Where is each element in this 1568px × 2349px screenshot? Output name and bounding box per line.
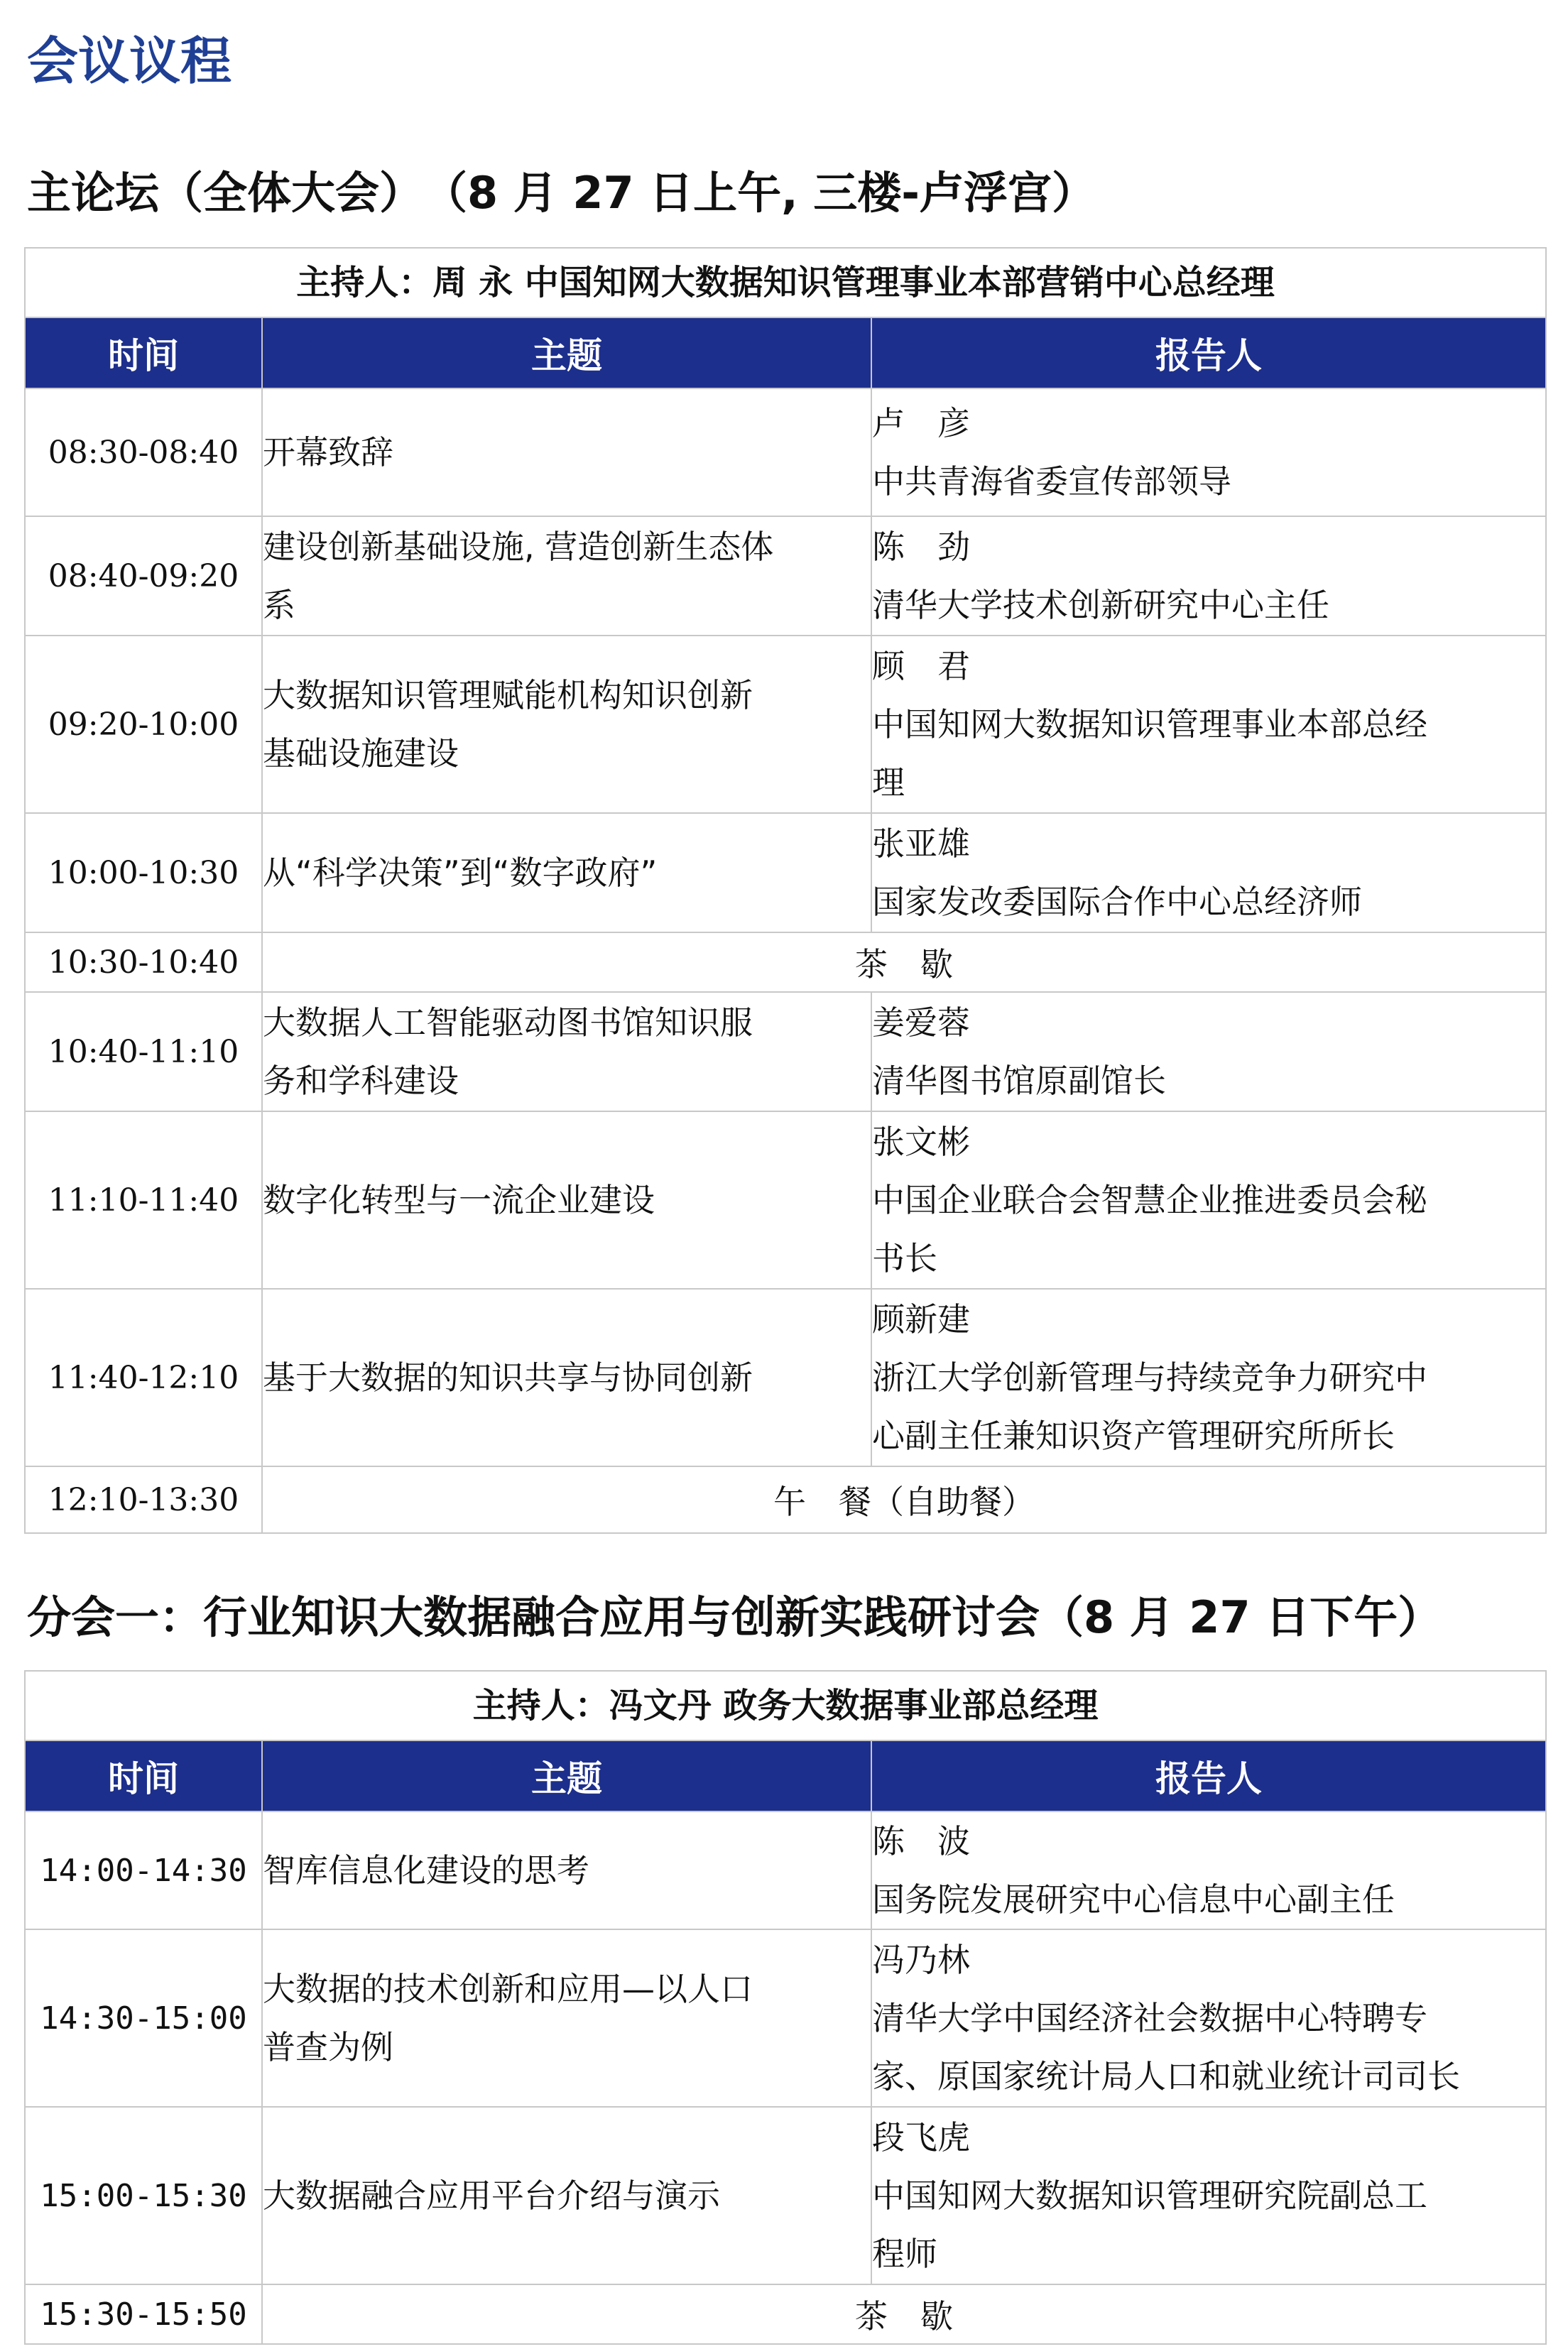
table-row [25, 813, 1546, 932]
time-cell: 12:10-13:30 [25, 1466, 262, 1533]
speaker-cell: 张亚雄 国家发改委国际合作中心总经济师 [871, 813, 1546, 932]
header-time: 时间 [25, 1740, 262, 1811]
time-cell: 11:40-12:10 [25, 1289, 262, 1466]
speaker-cell: 姜爱蓉 清华图书馆原副馆长 [871, 992, 1546, 1111]
speaker-cell: 顾新建 浙江大学创新管理与持续竞争力研究中 心副主任兼知识资产管理研究所所长 [871, 1289, 1546, 1466]
table-row [25, 1111, 1546, 1289]
break-cell: 午 餐（自助餐） [262, 1466, 1546, 1533]
time-cell: 15:30-15:50 [25, 2284, 262, 2344]
time-cell: 14:30-15:00 [25, 1929, 262, 2107]
topic-cell: 大数据人工智能驱动图书馆知识服 务和学科建设 [262, 992, 871, 1111]
topic-cell: 建设创新基础设施, 营造创新生态体 系 [262, 516, 871, 636]
table-row [25, 2107, 1546, 2284]
break-row [25, 2284, 1546, 2344]
host-line: 主持人：冯文丹 政务大数据事业部总经理 [25, 1671, 1546, 1740]
agenda-table-main-forum [24, 247, 1547, 1534]
time-cell: 10:30-10:40 [25, 932, 262, 992]
topic-cell: 智库信息化建设的思考 [262, 1811, 871, 1929]
table-row [25, 636, 1546, 813]
topic-cell: 开幕致辞 [262, 388, 871, 516]
topic-cell: 数字化转型与一流企业建设 [262, 1111, 871, 1289]
header-topic: 主题 [262, 317, 871, 388]
header-topic: 主题 [262, 1740, 871, 1811]
agenda-table-sub-forum-1 [24, 1670, 1547, 2345]
header-speaker: 报告人 [871, 1740, 1546, 1811]
page-title: 会议议程 [27, 31, 232, 91]
speaker-cell: 冯乃林 清华大学中国经济社会数据中心特聘专 家、原国家统计局人口和就业统计司司长 [871, 1929, 1546, 2107]
host-line: 主持人：周 永 中国知网大数据知识管理事业本部营销中心总经理 [25, 248, 1546, 317]
break-row [25, 932, 1546, 992]
break-cell: 茶 歇 [262, 932, 1546, 992]
break-row [25, 1466, 1546, 1533]
speaker-cell: 陈 波 国务院发展研究中心信息中心副主任 [871, 1811, 1546, 1929]
table-row [25, 516, 1546, 636]
topic-cell: 大数据的技术创新和应用—以人口 普查为例 [262, 1929, 871, 2107]
time-cell: 15:00-15:30 [25, 2107, 262, 2284]
topic-cell: 基于大数据的知识共享与协同创新 [262, 1289, 871, 1466]
section-title-main-forum: 主论坛（全体大会） （8 月 27 日上午, 三楼-卢浮宫） [27, 167, 1096, 219]
table-row [25, 388, 1546, 516]
section-title-sub-forum-1: 分会一：行业知识大数据融合应用与创新实践研讨会（8 月 27 日下午） [27, 1591, 1442, 1643]
time-cell: 14:00-14:30 [25, 1811, 262, 1929]
table-row [25, 1811, 1546, 1929]
time-cell: 09:20-10:00 [25, 636, 262, 813]
table-row [25, 1929, 1546, 2107]
topic-cell: 大数据知识管理赋能机构知识创新 基础设施建设 [262, 636, 871, 813]
topic-cell: 从“科学决策”到“数字政府” [262, 813, 871, 932]
header-speaker: 报告人 [871, 317, 1546, 388]
table-row [25, 1289, 1546, 1466]
speaker-cell: 张文彬 中国企业联合会智慧企业推进委员会秘 书长 [871, 1111, 1546, 1289]
topic-cell: 大数据融合应用平台介绍与演示 [262, 2107, 871, 2284]
speaker-cell: 顾 君 中国知网大数据知识管理事业本部总经 理 [871, 636, 1546, 813]
header-time: 时间 [25, 317, 262, 388]
break-cell: 茶 歇 [262, 2284, 1546, 2344]
speaker-cell: 段飞虎 中国知网大数据知识管理研究院副总工 程师 [871, 2107, 1546, 2284]
time-cell: 11:10-11:40 [25, 1111, 262, 1289]
time-cell: 10:00-10:30 [25, 813, 262, 932]
table-row [25, 992, 1546, 1111]
time-cell: 10:40-11:10 [25, 992, 262, 1111]
time-cell: 08:40-09:20 [25, 516, 262, 636]
time-cell: 08:30-08:40 [25, 388, 262, 516]
speaker-cell: 陈 劲 清华大学技术创新研究中心主任 [871, 516, 1546, 636]
speaker-cell: 卢 彦 中共青海省委宣传部领导 [871, 388, 1546, 516]
